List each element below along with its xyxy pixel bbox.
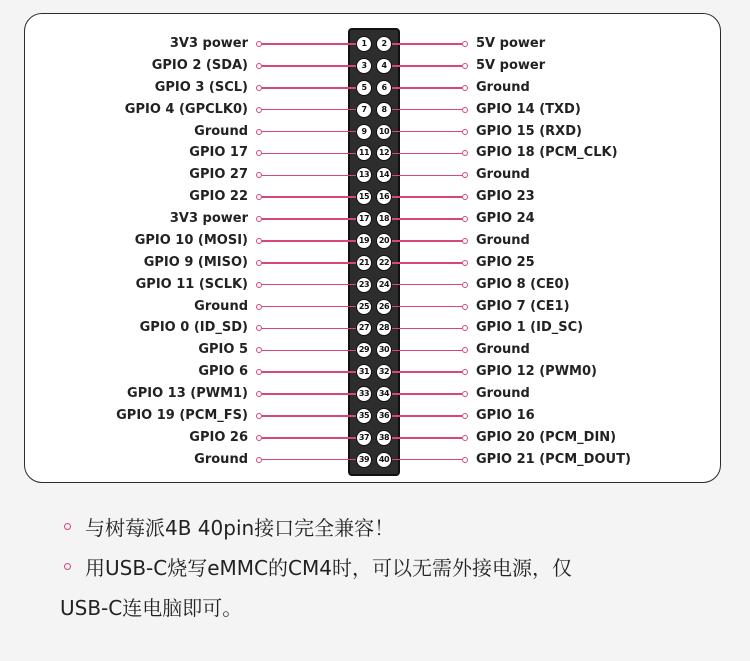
pin-label-right: Ground	[476, 386, 530, 402]
connector-line-right	[392, 328, 462, 330]
pin-label-left: GPIO 4 (GPCLK0)	[124, 101, 248, 117]
pin-label-left: Ground	[194, 451, 248, 467]
connector-end-right	[462, 435, 468, 441]
connector-end-right	[462, 216, 468, 222]
connector-line-left	[262, 218, 356, 220]
pin-label-left: GPIO 9 (MISO)	[143, 254, 248, 270]
notes	[60, 508, 730, 628]
pin-label-right: GPIO 15 (RXD)	[476, 123, 582, 139]
connector-end-left	[256, 435, 262, 441]
connector-line-left	[262, 196, 356, 198]
pin-label-left: GPIO 13 (PWM1)	[127, 386, 248, 402]
pin-label-right: GPIO 25	[476, 254, 535, 270]
connector-line-left	[262, 393, 356, 395]
connector-line-right	[392, 65, 462, 67]
pin-26: 26	[376, 299, 392, 315]
connector-line-right	[392, 306, 462, 308]
pin-label-right: GPIO 7 (CE1)	[476, 298, 570, 314]
connector-line-right	[392, 175, 462, 177]
pin-35: 35	[356, 408, 372, 424]
connector-end-left	[256, 282, 262, 288]
pin-label-left: GPIO 2 (SDA)	[151, 57, 248, 73]
connector-end-left	[256, 129, 262, 135]
pin-label-right: GPIO 16	[476, 407, 535, 423]
connector-end-left	[256, 63, 262, 69]
pin-38: 38	[376, 430, 392, 446]
gpio-header	[348, 28, 400, 476]
pin-label-right: GPIO 21 (PCM_DOUT)	[476, 451, 631, 467]
pin-4: 4	[376, 58, 392, 74]
connector-line-left	[262, 350, 356, 352]
connector-line-right	[392, 87, 462, 89]
connector-end-left	[256, 413, 262, 419]
bullet-icon	[64, 523, 71, 530]
pin-label-left: GPIO 0 (ID_SD)	[139, 320, 248, 336]
pin-label-left: GPIO 3 (SCL)	[154, 79, 248, 95]
connector-end-right	[462, 413, 468, 419]
pin-label-left: Ground	[194, 298, 248, 314]
note-2-continued	[60, 588, 730, 628]
pin-label-left: Ground	[194, 123, 248, 139]
connector-end-left	[256, 260, 262, 266]
connector-line-left	[262, 459, 356, 461]
pin-8: 8	[376, 102, 392, 118]
connector-line-right	[392, 153, 462, 155]
pin-label-left: GPIO 6	[198, 364, 248, 380]
pin-3: 3	[356, 58, 372, 74]
pin-1: 1	[356, 36, 372, 52]
pin-12: 12	[376, 145, 392, 161]
pin-label-right: GPIO 23	[476, 189, 535, 205]
pin-15: 15	[356, 189, 372, 205]
pin-30: 30	[376, 342, 392, 358]
note-2-text-continued: USB-C连电脑即可。	[60, 596, 243, 620]
connector-end-left	[256, 216, 262, 222]
connector-line-left	[262, 109, 356, 111]
pin-40: 40	[376, 452, 392, 468]
pin-label-right: GPIO 14 (TXD)	[476, 101, 581, 117]
pin-36: 36	[376, 408, 392, 424]
pin-23: 23	[356, 277, 372, 293]
pin-label-left: GPIO 10 (MOSI)	[134, 232, 248, 248]
connector-line-right	[392, 131, 462, 133]
pin-24: 24	[376, 277, 392, 293]
pin-25: 25	[356, 299, 372, 315]
connector-line-left	[262, 153, 356, 155]
pin-5: 5	[356, 80, 372, 96]
pin-11: 11	[356, 145, 372, 161]
pin-label-right: GPIO 8 (CE0)	[476, 276, 570, 292]
connector-line-right	[392, 350, 462, 352]
connector-line-left	[262, 65, 356, 67]
pin-13: 13	[356, 167, 372, 183]
pin-label-left: GPIO 5	[198, 342, 248, 358]
connector-end-left	[256, 85, 262, 91]
pin-6: 6	[376, 80, 392, 96]
pin-34: 34	[376, 386, 392, 402]
connector-end-right	[462, 107, 468, 113]
note-1-text: 与树莓派4B 40pin接口完全兼容！	[85, 516, 395, 540]
connector-end-right	[462, 304, 468, 310]
connector-line-left	[262, 131, 356, 133]
pin-10: 10	[376, 124, 392, 140]
connector-line-left	[262, 284, 356, 286]
pin-label-left: GPIO 26	[189, 429, 248, 445]
pin-7: 7	[356, 102, 372, 118]
connector-end-right	[462, 41, 468, 47]
pin-37: 37	[356, 430, 372, 446]
connector-line-right	[392, 284, 462, 286]
pin-2: 2	[376, 36, 392, 52]
pin-39: 39	[356, 452, 372, 468]
connector-end-right	[462, 129, 468, 135]
pin-label-right: GPIO 18 (PCM_CLK)	[476, 145, 618, 161]
pin-label-left: GPIO 17	[189, 145, 248, 161]
note-2-text: 用USB-C烧写eMMC的CM4时，可以无需外接电源，仅	[85, 556, 572, 580]
pin-label-right: Ground	[476, 79, 530, 95]
connector-line-left	[262, 371, 356, 373]
note-2	[60, 548, 730, 588]
connector-end-right	[462, 260, 468, 266]
pin-31: 31	[356, 364, 372, 380]
pin-33: 33	[356, 386, 372, 402]
pin-label-right: GPIO 12 (PWM0)	[476, 364, 597, 380]
connector-line-left	[262, 437, 356, 439]
connector-end-left	[256, 41, 262, 47]
pin-19: 19	[356, 233, 372, 249]
pin-label-left: 3V3 power	[169, 211, 248, 227]
connector-line-right	[392, 262, 462, 264]
connector-end-right	[462, 457, 468, 463]
pin-22: 22	[376, 255, 392, 271]
connector-line-right	[392, 459, 462, 461]
connector-end-right	[462, 282, 468, 288]
connector-line-right	[392, 393, 462, 395]
pin-20: 20	[376, 233, 392, 249]
pin-28: 28	[376, 320, 392, 336]
connector-end-left	[256, 238, 262, 244]
pin-label-left: GPIO 22	[189, 189, 248, 205]
pin-label-left: 3V3 power	[169, 36, 248, 51]
pin-label-right: Ground	[476, 232, 530, 248]
connector-line-right	[392, 43, 462, 45]
note-1	[60, 508, 730, 548]
connector-end-left	[256, 107, 262, 113]
pin-label-right: Ground	[476, 167, 530, 183]
connector-line-left	[262, 87, 356, 89]
pin-9: 9	[356, 124, 372, 140]
bullet-icon	[64, 563, 71, 570]
pin-29: 29	[356, 342, 372, 358]
pin-label-right: 5V power	[476, 36, 546, 51]
connector-end-left	[256, 304, 262, 310]
connector-line-left	[262, 175, 356, 177]
connector-line-right	[392, 109, 462, 111]
connector-line-left	[262, 415, 356, 417]
connector-end-left	[256, 457, 262, 463]
connector-line-left	[262, 306, 356, 308]
pin-16: 16	[376, 189, 392, 205]
pin-32: 32	[376, 364, 392, 380]
connector-end-right	[462, 85, 468, 91]
pin-18: 18	[376, 211, 392, 227]
pin-label-right: Ground	[476, 342, 530, 358]
connector-end-right	[462, 238, 468, 244]
connector-line-right	[392, 240, 462, 242]
pin-label-left: GPIO 27	[189, 167, 248, 183]
pin-label-right: 5V power	[476, 57, 546, 73]
connector-line-right	[392, 371, 462, 373]
connector-line-right	[392, 196, 462, 198]
connector-line-left	[262, 240, 356, 242]
pin-label-right: GPIO 1 (ID_SC)	[476, 320, 584, 336]
connector-line-right	[392, 437, 462, 439]
connector-end-right	[462, 63, 468, 69]
pin-21: 21	[356, 255, 372, 271]
pin-17: 17	[356, 211, 372, 227]
pin-14: 14	[376, 167, 392, 183]
connector-line-left	[262, 43, 356, 45]
pin-label-right: GPIO 20 (PCM_DIN)	[476, 429, 617, 445]
pin-27: 27	[356, 320, 372, 336]
pin-label-left: GPIO 11 (SCLK)	[135, 276, 248, 292]
connector-line-right	[392, 218, 462, 220]
pin-label-left: GPIO 19 (PCM_FS)	[116, 407, 248, 423]
connector-line-right	[392, 415, 462, 417]
connector-line-left	[262, 262, 356, 264]
pin-label-right: GPIO 24	[476, 211, 535, 227]
connector-line-left	[262, 328, 356, 330]
